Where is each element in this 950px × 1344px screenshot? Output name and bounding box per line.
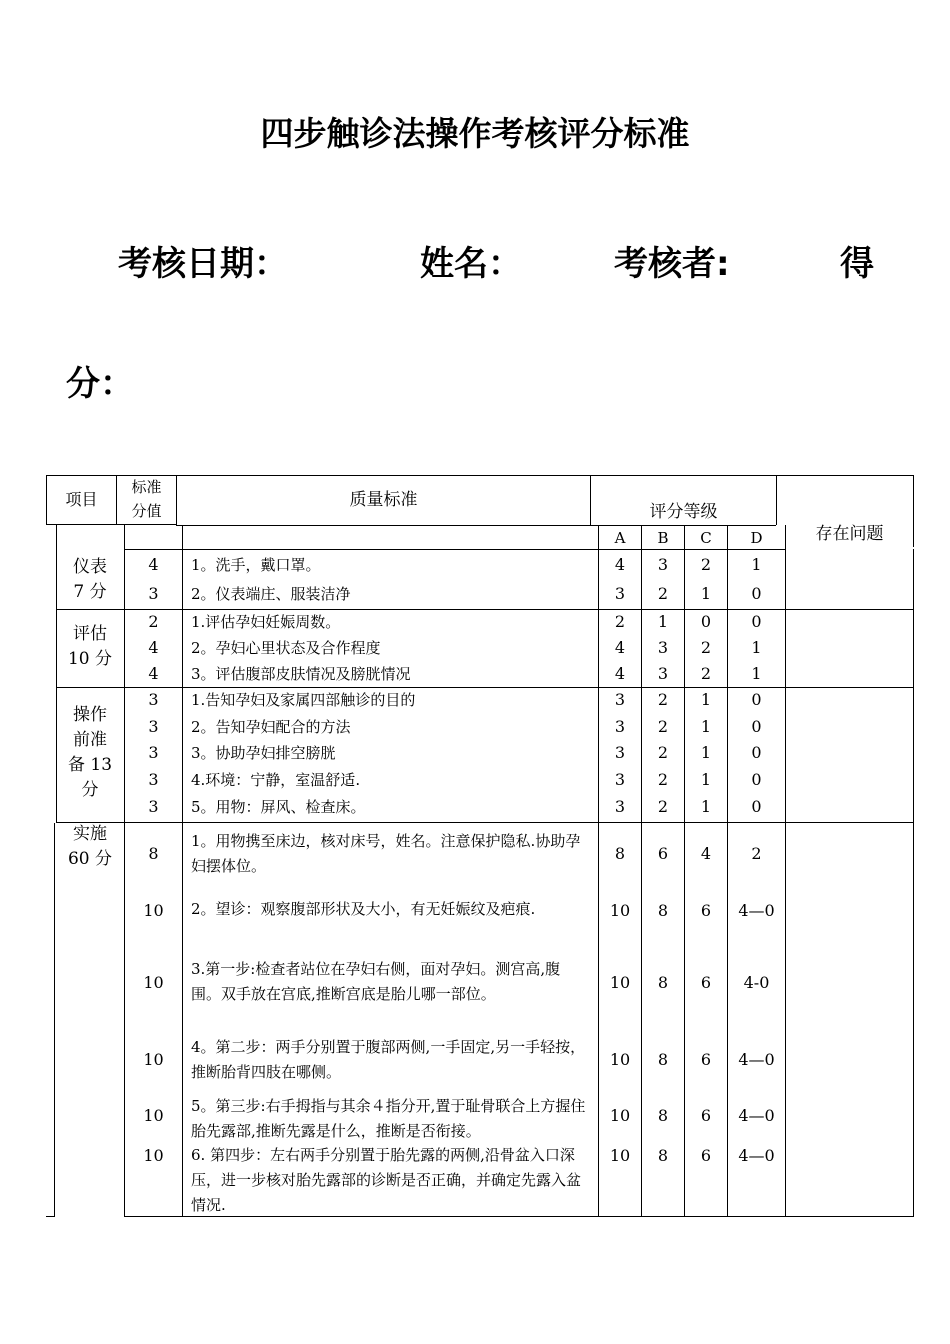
grade-a: 4 [614, 664, 626, 683]
row-criteria: 5。第三步:右手拇指与其余４指分开,置于耻骨联合上方握住胎先露部,推断先露是什么，推断是否衔接。 [191, 1097, 586, 1140]
grade-a: 4 [614, 555, 626, 574]
grade-d: 0 [751, 584, 762, 603]
row-criteria: 1.评估孕妇妊娠周数。 [191, 613, 341, 631]
grade-b: 8 [657, 1146, 669, 1165]
row-score: 3 [148, 584, 159, 603]
grade-c: 1 [700, 584, 712, 603]
grade-b: 8 [657, 1106, 669, 1125]
grade-b: 6 [657, 844, 669, 863]
grade-header-d: D [750, 529, 763, 547]
grade-b: 2 [657, 717, 669, 736]
row-criteria: 5。用物：屏风、检查床。 [191, 798, 366, 816]
row-score: 3 [148, 770, 159, 789]
score-label-part2: 分： [66, 364, 134, 404]
grade-d: 0 [751, 717, 762, 736]
grade-a: 3 [614, 584, 626, 603]
col-header-value: 分值 [131, 502, 162, 520]
section-label: 评估 10 分 [67, 624, 113, 669]
grade-a: 3 [614, 797, 626, 816]
row-score: 4 [148, 555, 159, 574]
grade-c: 2 [700, 555, 712, 574]
row-score: 10 [143, 1106, 164, 1125]
grade-c: 6 [700, 1146, 712, 1165]
grade-d: 0 [751, 770, 762, 789]
grade-c: 0 [700, 612, 712, 631]
grade-b: 8 [657, 1050, 669, 1069]
section-label: 操作 前准 备 13 分 [67, 705, 113, 800]
grade-c: 4 [700, 844, 712, 863]
row-criteria: 3。评估腹部皮肤情况及膀胱情况 [191, 665, 411, 683]
grade-d: 4—0 [738, 1050, 775, 1069]
grade-d: 0 [751, 743, 762, 762]
row-score: 10 [143, 1146, 164, 1165]
examiner-label: 考核者: [614, 244, 730, 284]
grade-a: 10 [609, 1106, 631, 1125]
row-criteria: 1。用物携至床边，核对床号，姓名。注意保护隐私.协助孕妇摆体位。 [191, 832, 581, 875]
row-score: 3 [148, 717, 159, 736]
grade-b: 1 [657, 612, 669, 631]
grade-b: 2 [657, 770, 669, 789]
row-score: 3 [148, 797, 159, 816]
row-score: 10 [143, 901, 164, 920]
grade-b: 3 [657, 638, 669, 657]
page-title: 四步触诊法操作考核评分标准 [260, 114, 690, 153]
grade-d: 1 [751, 555, 762, 574]
row-criteria: 4。第二步：两手分别置于腹部两侧,一手固定,另一手轻按，推断胎背四肢在哪侧。 [191, 1038, 586, 1081]
grade-d: 0 [751, 797, 762, 816]
grade-d: 2 [751, 844, 762, 863]
grade-a: 4 [614, 638, 626, 657]
score-label-part1: 得 [840, 244, 874, 284]
grade-c: 1 [700, 770, 712, 789]
grade-c: 1 [700, 743, 712, 762]
grade-c: 1 [700, 717, 712, 736]
grade-d: 1 [751, 638, 762, 657]
row-criteria: 4.环境：宁静，室温舒适. [191, 771, 361, 789]
row-criteria: 2。告知孕妇配合的方法 [191, 718, 351, 736]
grade-b: 8 [657, 973, 669, 992]
row-criteria: 3.第一步:检查者站位在孕妇右侧，面对孕妇。测宫高,腹围。双手放在宫底,推断宫底是胎儿哪一部位。 [191, 960, 561, 1003]
row-score: 4 [148, 664, 159, 683]
grade-header-b: B [657, 529, 669, 547]
grade-b: 3 [657, 555, 669, 574]
grade-a: 10 [609, 1050, 631, 1069]
row-criteria: 1。洗手，戴口罩。 [191, 556, 321, 574]
grade-d: 0 [751, 690, 762, 709]
grade-b: 8 [657, 901, 669, 920]
grade-a: 10 [609, 1146, 631, 1165]
grade-a: 8 [614, 844, 626, 863]
row-criteria: 3。协助孕妇排空膀胱 [191, 744, 336, 762]
grade-a: 10 [609, 901, 631, 920]
row-score: 2 [148, 612, 159, 631]
grade-c: 2 [700, 664, 712, 683]
grade-c: 1 [700, 797, 712, 816]
row-score: 10 [143, 973, 164, 992]
grade-b: 2 [657, 797, 669, 816]
grade-d: 1 [751, 664, 762, 683]
grade-d: 0 [751, 612, 762, 631]
grade-b: 2 [657, 584, 669, 603]
grade-b: 3 [657, 664, 669, 683]
row-criteria: 6. 第四步：左右两手分别置于胎先露的两侧,沿骨盆入口深压，进一步核对胎先露部的诊断是否正确，并确定先露入盆情况. [191, 1146, 582, 1214]
section-label: 实施 60 分 [67, 824, 113, 869]
row-score: 4 [148, 638, 159, 657]
grade-c: 2 [700, 638, 712, 657]
grade-a: 3 [614, 770, 626, 789]
row-score: 10 [143, 1050, 164, 1069]
col-header-std: 标准 [131, 478, 162, 496]
row-criteria: 2。孕妇心里状态及合作程度 [191, 639, 381, 657]
grade-a: 10 [609, 973, 631, 992]
col-header-grade: 评分等级 [649, 502, 718, 522]
grade-c: 6 [700, 1050, 712, 1069]
row-score: 3 [148, 743, 159, 762]
grade-c: 6 [700, 973, 712, 992]
row-score: 8 [148, 844, 159, 863]
grade-a: 3 [614, 690, 626, 709]
name-label: 姓名： [420, 244, 522, 284]
grade-c: 1 [700, 690, 712, 709]
section-label: 仪表 7 分 [73, 557, 107, 602]
grade-d: 4-0 [743, 973, 770, 992]
grade-a: 3 [614, 717, 626, 736]
row-criteria: 1.告知孕妇及家属四部触诊的目的 [191, 691, 416, 709]
grade-b: 2 [657, 743, 669, 762]
row-score: 3 [148, 690, 159, 709]
grade-d: 4—0 [738, 1146, 775, 1165]
exam-date-label: 考核日期： [118, 244, 288, 284]
grade-c: 6 [700, 1106, 712, 1125]
grade-header-c: C [700, 529, 712, 547]
col-header-item: 项目 [65, 490, 98, 509]
row-criteria: 2。仪表端庄、服装洁净 [191, 585, 351, 603]
col-header-quality: 质量标准 [349, 490, 418, 510]
grade-d: 4—0 [738, 1106, 775, 1125]
grade-c: 6 [700, 901, 712, 920]
col-header-issues: 存在问题 [815, 524, 884, 544]
grade-d: 4—0 [738, 901, 775, 920]
grade-header-a: A [614, 529, 626, 547]
grade-a: 2 [614, 612, 626, 631]
grade-a: 3 [614, 743, 626, 762]
grade-b: 2 [657, 690, 669, 709]
row-criteria: 2。望诊：观察腹部形状及大小，有无妊娠纹及疤痕. [191, 900, 536, 918]
